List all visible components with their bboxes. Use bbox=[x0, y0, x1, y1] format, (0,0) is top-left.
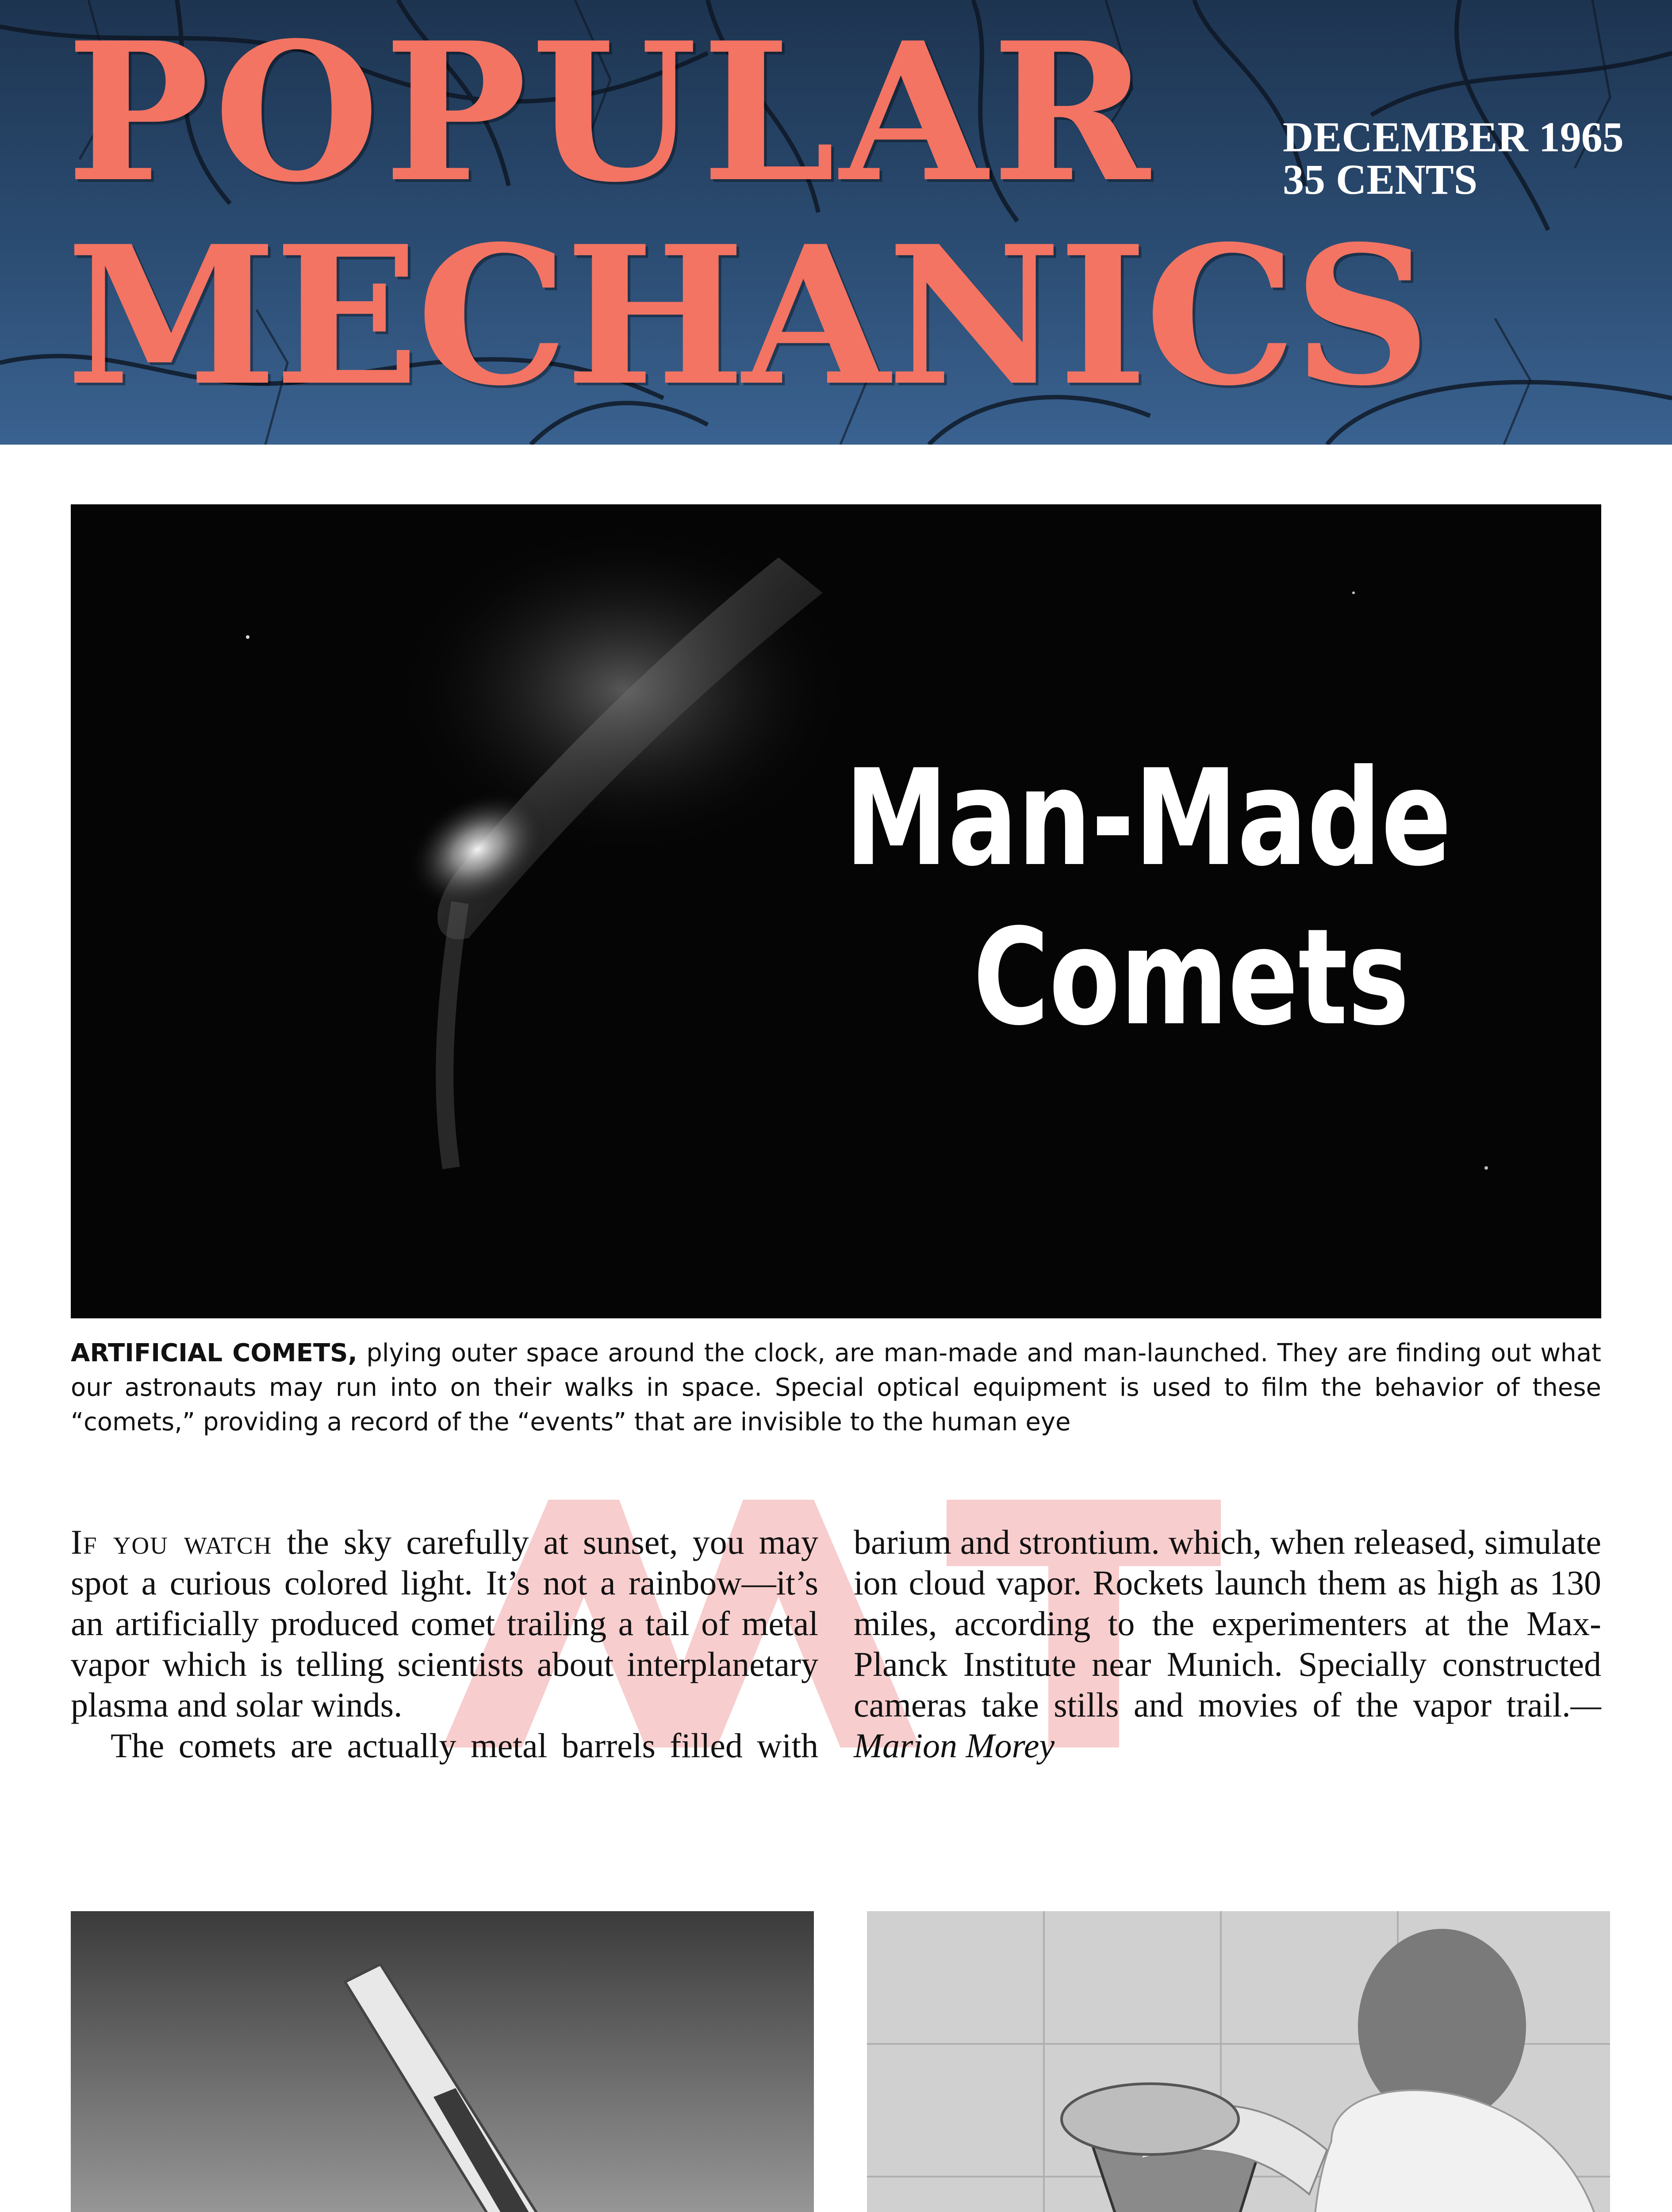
article-paragraph-1-text: the sky carefully at sunset, you may spot a curious colored light. It’s not a rainbow—it’s an artificially produced comet trailing a tail of metal vapor which is telling scientists about interplanetary plasma and solar winds. bbox=[71, 1523, 818, 1724]
article-paragraph-2-continued-text: barium and strontium. which, when released, simulate ion cloud vapor. Rockets launch them as high as 130 miles, according to the experimenters at the Max-Planck Institute near Munich. Specially constructed cameras take stills and movies of the vapor trail. bbox=[854, 1523, 1601, 1724]
article-paragraph-2-text: The comets are actually metal barrels filled with bbox=[111, 1726, 818, 1765]
article-paragraph-2 bbox=[71, 1725, 818, 1766]
article-paragraph-2-continued bbox=[854, 1522, 1601, 1766]
issue-date: DECEMBER 1965 bbox=[1283, 113, 1624, 161]
hero-caption bbox=[71, 1336, 1601, 1440]
article-column-right bbox=[854, 1522, 1601, 1766]
headline-line-2: Comets bbox=[973, 900, 1410, 1055]
issue-price: 35 CENTS bbox=[1283, 156, 1478, 203]
article-byline: —Marion Morey bbox=[854, 1686, 1601, 1765]
hero-caption-text: plying outer space around the clock, are man-made and man-launched. They are finding out what our astronauts may run into on their walks in space. Special optical equipment is used to film the behavior of these “comets,” providing a record of the “events” that are invisible to the human eye bbox=[71, 1339, 1601, 1436]
article-paragraph-1 bbox=[71, 1522, 818, 1725]
magazine-title-mechanics: MECHANICS bbox=[66, 204, 1428, 428]
comet-barrel-filling-photo bbox=[867, 1911, 1610, 2212]
article-column-left bbox=[71, 1522, 818, 1766]
hero-caption-lead: ARTIFICIAL COMETS, bbox=[71, 1339, 357, 1367]
rocket-launcher-image bbox=[71, 1911, 814, 2212]
masthead bbox=[0, 0, 1672, 445]
barrel-filling-image bbox=[867, 1911, 1610, 2212]
hero-comet-photo bbox=[71, 504, 1601, 1318]
article-lead-in: If you watch bbox=[71, 1523, 272, 1561]
rocket-launch-photo bbox=[71, 1911, 814, 2212]
magazine-title-popular: POPULAR bbox=[66, 1, 1154, 224]
headline-line-1: Man-Made bbox=[845, 741, 1452, 895]
